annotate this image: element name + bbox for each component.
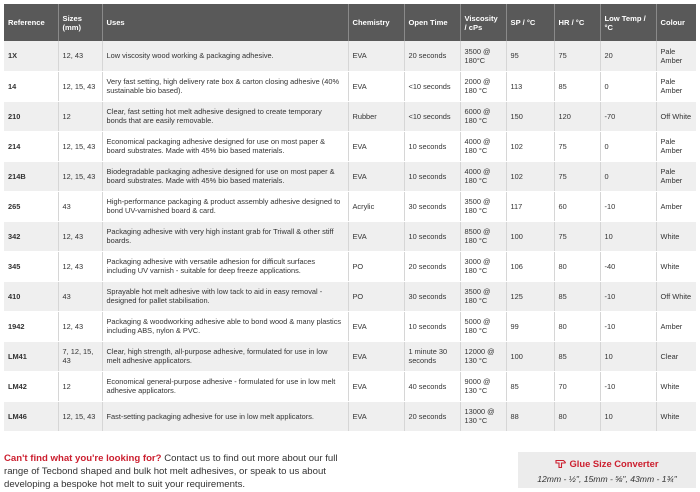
cell-low-temp: 0 xyxy=(600,131,656,161)
converter-values: 12mm - ½", 15mm - ⅝", 43mm - 1¾" xyxy=(537,474,677,484)
cell-sp: 100 xyxy=(506,221,554,251)
cell-colour: Amber xyxy=(656,311,696,341)
product-table xyxy=(4,4,696,432)
cell-reference: 410 xyxy=(4,281,58,311)
cell-reference: 342 xyxy=(4,221,58,251)
cell-uses: Economical packaging adhesive designed for use on most paper & board substrates. Made with 45% bio based materials. xyxy=(102,131,348,161)
table-row xyxy=(4,341,696,371)
cell-colour: Pale Amber xyxy=(656,131,696,161)
cell-viscosity: 3000 @ 180 °C xyxy=(460,251,506,281)
cell-hr: 80 xyxy=(554,311,600,341)
table-row xyxy=(4,221,696,251)
cell-sizes: 12, 15, 43 xyxy=(58,161,102,191)
cell-colour: Amber xyxy=(656,191,696,221)
cell-open-time: 10 seconds xyxy=(404,311,460,341)
cell-viscosity: 6000 @ 180 °C xyxy=(460,101,506,131)
cell-sizes: 43 xyxy=(58,281,102,311)
cell-low-temp: 0 xyxy=(600,71,656,101)
table-row xyxy=(4,311,696,341)
cell-uses: Biodegradable packaging adhesive designed for use on most paper & board substrates. Made with 45% bio based materials. xyxy=(102,161,348,191)
cell-sp: 102 xyxy=(506,131,554,161)
cell-colour: Pale Amber xyxy=(656,71,696,101)
cell-sp: 102 xyxy=(506,161,554,191)
cell-viscosity: 3500 @ 180°C xyxy=(460,41,506,71)
cell-uses: Very fast setting, high delivery rate box & carton closing adhesive (40% sustainable bio based). xyxy=(102,71,348,101)
cell-uses: Packaging adhesive with very high instant grab for Triwall & other stiff boards. xyxy=(102,221,348,251)
cell-hr: 75 xyxy=(554,221,600,251)
cell-reference: LM46 xyxy=(4,401,58,431)
cell-hr: 80 xyxy=(554,251,600,281)
cell-sizes: 12 xyxy=(58,371,102,401)
cell-hr: 75 xyxy=(554,161,600,191)
cell-viscosity: 13000 @ 130 °C xyxy=(460,401,506,431)
cell-viscosity: 4000 @ 180 °C xyxy=(460,131,506,161)
cell-low-temp: 10 xyxy=(600,221,656,251)
cell-viscosity: 8500 @ 180 °C xyxy=(460,221,506,251)
cell-reference: 1X xyxy=(4,41,58,71)
cell-colour: White xyxy=(656,221,696,251)
cell-chemistry: Acrylic xyxy=(348,191,404,221)
cell-low-temp: 10 xyxy=(600,341,656,371)
cell-chemistry: PO xyxy=(348,281,404,311)
cell-sp: 150 xyxy=(506,101,554,131)
header-low-temp: Low Temp / °C xyxy=(600,4,656,41)
cell-colour: White xyxy=(656,401,696,431)
cell-sizes: 7, 12, 15, 43 xyxy=(58,341,102,371)
cell-sp: 106 xyxy=(506,251,554,281)
converter-title: Glue Size Converter xyxy=(569,458,659,469)
cell-low-temp: -40 xyxy=(600,251,656,281)
cell-chemistry: EVA xyxy=(348,131,404,161)
cell-sizes: 12, 15, 43 xyxy=(58,71,102,101)
cell-open-time: 30 seconds xyxy=(404,281,460,311)
cell-colour: Off White xyxy=(656,101,696,131)
cell-open-time: 40 seconds xyxy=(404,371,460,401)
table-row xyxy=(4,161,696,191)
cell-low-temp: -10 xyxy=(600,371,656,401)
table-row xyxy=(4,41,696,71)
cell-uses: Packaging & woodworking adhesive able to bond wood & many plastics including ABS, nylon & PVC. xyxy=(102,311,348,341)
cell-open-time: 1 minute 30 seconds xyxy=(404,341,460,371)
contact-highlight: Can't find what you're looking for? xyxy=(4,453,162,464)
cell-hr: 85 xyxy=(554,71,600,101)
header-open-time: Open Time xyxy=(404,4,460,41)
cell-uses: Clear, fast setting hot melt adhesive designed to create temporary bonds that are easily removable. xyxy=(102,101,348,131)
cell-reference: 14 xyxy=(4,71,58,101)
table-row xyxy=(4,101,696,131)
cell-open-time: 10 seconds xyxy=(404,161,460,191)
cell-colour: Pale Amber xyxy=(656,161,696,191)
cell-colour: Pale Amber xyxy=(656,41,696,71)
cell-low-temp: -70 xyxy=(600,101,656,131)
table-row xyxy=(4,401,696,431)
cell-low-temp: -10 xyxy=(600,281,656,311)
cell-sizes: 12, 15, 43 xyxy=(58,401,102,431)
header-sizes: Sizes (mm) xyxy=(58,4,102,41)
header-reference: Reference xyxy=(4,4,58,41)
cell-colour: Off White xyxy=(656,281,696,311)
cell-viscosity: 2000 @ 180 °C xyxy=(460,71,506,101)
cell-sizes: 12, 43 xyxy=(58,41,102,71)
cell-uses: Economical general-purpose adhesive - formulated for use in low melt adhesive applicators. xyxy=(102,371,348,401)
header-chemistry: Chemistry xyxy=(348,4,404,41)
table-row xyxy=(4,281,696,311)
cell-viscosity: 3500 @ 180 °C xyxy=(460,191,506,221)
header-uses: Uses xyxy=(102,4,348,41)
glue-gun-icon xyxy=(555,458,569,469)
cell-sp: 113 xyxy=(506,71,554,101)
cell-open-time: 20 seconds xyxy=(404,41,460,71)
cell-sp: 99 xyxy=(506,311,554,341)
table-header-row xyxy=(4,4,696,41)
header-sp: SP / °C xyxy=(506,4,554,41)
cell-uses: Sprayable hot melt adhesive with low tack to aid in easy removal - designed for pallet stabilisation. xyxy=(102,281,348,311)
cell-sp: 88 xyxy=(506,401,554,431)
cell-sizes: 12, 43 xyxy=(58,311,102,341)
cell-hr: 75 xyxy=(554,41,600,71)
cell-sp: 117 xyxy=(506,191,554,221)
cell-open-time: 20 seconds xyxy=(404,401,460,431)
cell-reference: 265 xyxy=(4,191,58,221)
cell-chemistry: EVA xyxy=(348,401,404,431)
cell-sizes: 12, 43 xyxy=(58,221,102,251)
cell-viscosity: 3500 @ 180 °C xyxy=(460,281,506,311)
cell-reference: 210 xyxy=(4,101,58,131)
header-viscosity: Viscosity / cPs xyxy=(460,4,506,41)
cell-hr: 75 xyxy=(554,131,600,161)
cell-uses: Fast-setting packaging adhesive for use in low melt applicators. xyxy=(102,401,348,431)
table-row xyxy=(4,71,696,101)
cell-reference: LM42 xyxy=(4,371,58,401)
cell-chemistry: EVA xyxy=(348,41,404,71)
contact-paragraph xyxy=(4,452,364,491)
cell-reference: 345 xyxy=(4,251,58,281)
cell-sp: 85 xyxy=(506,371,554,401)
cell-chemistry: EVA xyxy=(348,161,404,191)
cell-low-temp: 10 xyxy=(600,401,656,431)
cell-uses: Packaging adhesive with versatile adhesion for difficult surfaces including UV varnish - suitable for deep freeze applications. xyxy=(102,251,348,281)
cell-reference: 214B xyxy=(4,161,58,191)
cell-open-time: 10 seconds xyxy=(404,221,460,251)
cell-reference: LM41 xyxy=(4,341,58,371)
cell-hr: 85 xyxy=(554,341,600,371)
header-colour: Colour xyxy=(656,4,696,41)
table-row xyxy=(4,131,696,161)
cell-sp: 100 xyxy=(506,341,554,371)
cell-colour: White xyxy=(656,251,696,281)
cell-chemistry: PO xyxy=(348,251,404,281)
cell-low-temp: -10 xyxy=(600,311,656,341)
cell-low-temp: 20 xyxy=(600,41,656,71)
contact-text: Contact us to find out more about our full range of Tecbond shaped and bulk hot melt adhesives, or speak to us about developing a bespoke hot melt to suit your requirements. xyxy=(4,453,338,490)
cell-chemistry: Rubber xyxy=(348,101,404,131)
cell-hr: 60 xyxy=(554,191,600,221)
cell-hr: 70 xyxy=(554,371,600,401)
cell-open-time: 20 seconds xyxy=(404,251,460,281)
cell-chemistry: EVA xyxy=(348,341,404,371)
converter-heading xyxy=(518,458,696,469)
cell-hr: 85 xyxy=(554,281,600,311)
cell-hr: 80 xyxy=(554,401,600,431)
cell-viscosity: 12000 @ 130 °C xyxy=(460,341,506,371)
cell-chemistry: EVA xyxy=(348,311,404,341)
cell-chemistry: EVA xyxy=(348,71,404,101)
cell-sizes: 12 xyxy=(58,101,102,131)
cell-viscosity: 5000 @ 180 °C xyxy=(460,311,506,341)
cell-open-time: <10 seconds xyxy=(404,71,460,101)
table-row xyxy=(4,191,696,221)
table-row xyxy=(4,371,696,401)
cell-chemistry: EVA xyxy=(348,371,404,401)
cell-uses: Low viscosity wood working & packaging adhesive. xyxy=(102,41,348,71)
cell-uses: Clear, high strength, all-purpose adhesive, formulated for use in low melt adhesive applicators. xyxy=(102,341,348,371)
cell-viscosity: 4000 @ 180 °C xyxy=(460,161,506,191)
cell-viscosity: 9000 @ 130 °C xyxy=(460,371,506,401)
cell-sizes: 12, 15, 43 xyxy=(58,131,102,161)
glue-size-converter xyxy=(518,452,696,488)
cell-uses: High-performance packaging & product assembly adhesive designed to bond UV-varnished board & card. xyxy=(102,191,348,221)
cell-low-temp: 0 xyxy=(600,161,656,191)
cell-sizes: 12, 43 xyxy=(58,251,102,281)
cell-open-time: <10 seconds xyxy=(404,101,460,131)
cell-reference: 1942 xyxy=(4,311,58,341)
cell-sp: 95 xyxy=(506,41,554,71)
cell-chemistry: EVA xyxy=(348,221,404,251)
cell-reference: 214 xyxy=(4,131,58,161)
table-row xyxy=(4,251,696,281)
cell-hr: 120 xyxy=(554,101,600,131)
cell-colour: Clear xyxy=(656,341,696,371)
cell-sizes: 43 xyxy=(58,191,102,221)
cell-open-time: 10 seconds xyxy=(404,131,460,161)
cell-colour: White xyxy=(656,371,696,401)
cell-sp: 125 xyxy=(506,281,554,311)
cell-open-time: 30 seconds xyxy=(404,191,460,221)
header-hr: HR / °C xyxy=(554,4,600,41)
cell-low-temp: -10 xyxy=(600,191,656,221)
